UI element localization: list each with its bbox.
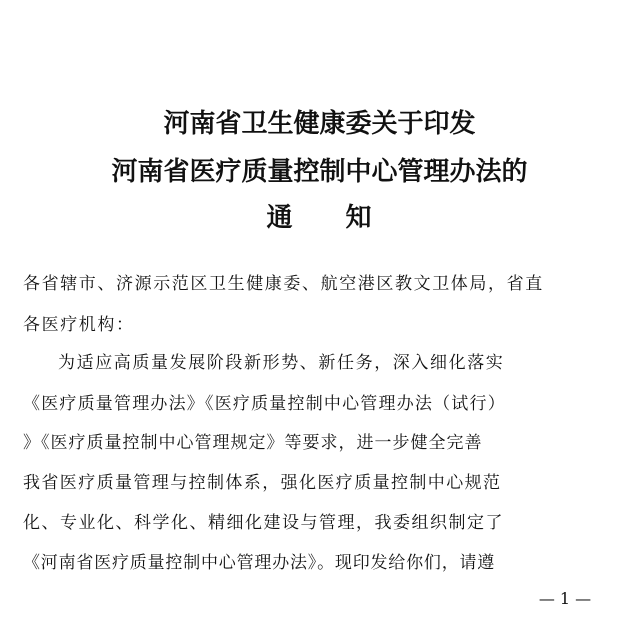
body-paragraph-line-6: 《河南省医疗质量控制中心管理办法》。现印发给你们，请遵 [23, 553, 496, 573]
page-number: — 1 — [538, 589, 592, 608]
document-title-line-1: 河南省卫生健康委关于印发 [163, 109, 476, 139]
document-title-line-3 [0, 202, 639, 234]
body-paragraph-line-3: 》《医疗质量控制中心管理规定》等要求，进一步健全完善 [23, 433, 483, 453]
body-paragraph-line-5: 化、专业化、科学化、精细化建设与管理，我委组织制定了 [23, 513, 504, 533]
body-paragraph-line-2: 《医疗质量管理办法》《医疗质量控制中心管理办法（试行） [23, 394, 506, 414]
addressee-line-2: 各医疗机构： [23, 315, 135, 335]
body-paragraph-line-1: 为适应高质量发展阶段新形势、新任务，深入细化落实 [58, 353, 505, 373]
addressee-line-1: 各省辖市、济源示范区卫生健康委、航空港区教文卫体局，省直 [23, 274, 544, 294]
title-char-tong: 通 [266, 203, 294, 233]
document-title-line-2: 河南省医疗质量控制中心管理办法的 [111, 157, 528, 187]
title-char-zhi: 知 [345, 203, 373, 233]
body-paragraph-line-4: 我省医疗质量管理与控制体系，强化医疗质量控制中心规范 [23, 473, 502, 493]
